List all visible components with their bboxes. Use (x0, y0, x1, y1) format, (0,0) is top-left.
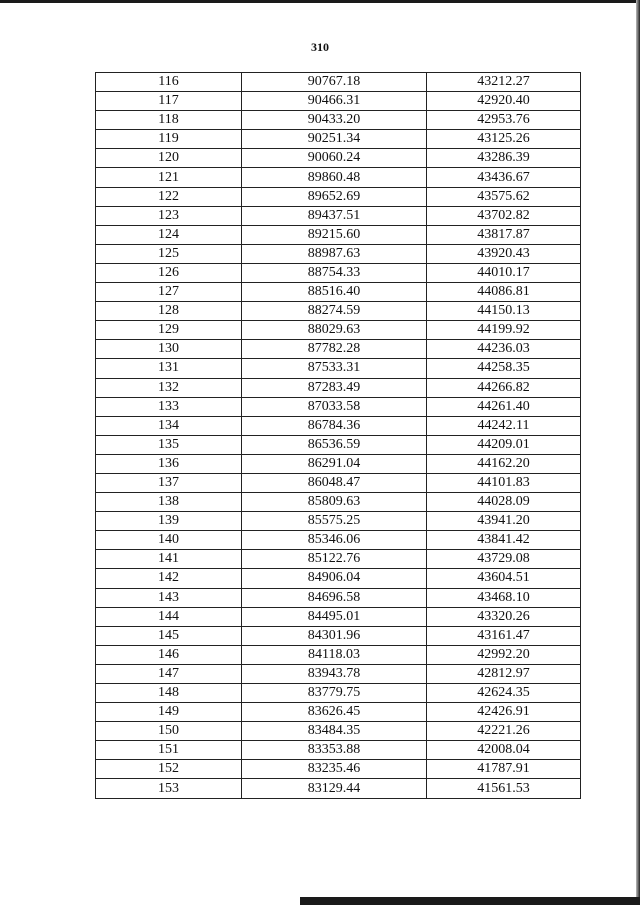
value-a-cell: 83353.88 (242, 741, 427, 760)
value-b-cell: 43161.47 (427, 626, 581, 645)
row-number-cell: 141 (96, 550, 242, 569)
table-row (96, 244, 581, 263)
table-row (96, 283, 581, 302)
table-row (96, 703, 581, 722)
row-number-cell: 137 (96, 473, 242, 492)
value-a-cell: 87533.31 (242, 359, 427, 378)
row-number-cell: 147 (96, 664, 242, 683)
value-b-cell: 44028.09 (427, 493, 581, 512)
value-b-cell: 44150.13 (427, 302, 581, 321)
value-a-cell: 86536.59 (242, 435, 427, 454)
row-number-cell: 140 (96, 531, 242, 550)
row-number-cell: 124 (96, 225, 242, 244)
table-row (96, 435, 581, 454)
table-row (96, 779, 581, 798)
value-b-cell: 44242.11 (427, 416, 581, 435)
scan-edge-top (0, 0, 640, 3)
table-row (96, 569, 581, 588)
value-b-cell: 42008.04 (427, 741, 581, 760)
value-a-cell: 84118.03 (242, 645, 427, 664)
row-number-cell: 142 (96, 569, 242, 588)
row-number-cell: 148 (96, 684, 242, 703)
table-row (96, 130, 581, 149)
table-row (96, 149, 581, 168)
value-b-cell: 43604.51 (427, 569, 581, 588)
value-a-cell: 83779.75 (242, 684, 427, 703)
value-a-cell: 87283.49 (242, 378, 427, 397)
table-row (96, 741, 581, 760)
row-number-cell: 125 (96, 244, 242, 263)
table-row (96, 111, 581, 130)
value-b-cell: 44236.03 (427, 340, 581, 359)
table-row (96, 206, 581, 225)
row-number-cell: 129 (96, 321, 242, 340)
value-b-cell: 44086.81 (427, 283, 581, 302)
row-number-cell: 153 (96, 779, 242, 798)
value-a-cell: 83943.78 (242, 664, 427, 683)
value-a-cell: 88987.63 (242, 244, 427, 263)
row-number-cell: 152 (96, 760, 242, 779)
table-row (96, 664, 581, 683)
table-row (96, 73, 581, 92)
row-number-cell: 145 (96, 626, 242, 645)
row-number-cell: 117 (96, 92, 242, 111)
table-row (96, 454, 581, 473)
row-number-cell: 138 (96, 493, 242, 512)
row-number-cell: 122 (96, 187, 242, 206)
value-a-cell: 89860.48 (242, 168, 427, 187)
value-b-cell: 43817.87 (427, 225, 581, 244)
row-number-cell: 139 (96, 512, 242, 531)
value-b-cell: 44101.83 (427, 473, 581, 492)
row-number-cell: 133 (96, 397, 242, 416)
value-a-cell: 83235.46 (242, 760, 427, 779)
value-a-cell: 83626.45 (242, 703, 427, 722)
value-a-cell: 84301.96 (242, 626, 427, 645)
value-b-cell: 44209.01 (427, 435, 581, 454)
value-a-cell: 86048.47 (242, 473, 427, 492)
value-a-cell: 89652.69 (242, 187, 427, 206)
value-b-cell: 43702.82 (427, 206, 581, 225)
value-b-cell: 42920.40 (427, 92, 581, 111)
value-a-cell: 88274.59 (242, 302, 427, 321)
value-a-cell: 84696.58 (242, 588, 427, 607)
value-b-cell: 43729.08 (427, 550, 581, 569)
value-b-cell: 42221.26 (427, 722, 581, 741)
data-table-container (95, 72, 580, 799)
table-row (96, 416, 581, 435)
value-b-cell: 42812.97 (427, 664, 581, 683)
value-b-cell: 43841.42 (427, 531, 581, 550)
value-b-cell: 44261.40 (427, 397, 581, 416)
row-number-cell: 121 (96, 168, 242, 187)
row-number-cell: 143 (96, 588, 242, 607)
row-number-cell: 120 (96, 149, 242, 168)
table-row (96, 225, 581, 244)
table-row (96, 321, 581, 340)
table-row (96, 684, 581, 703)
value-b-cell: 41561.53 (427, 779, 581, 798)
value-b-cell: 43320.26 (427, 607, 581, 626)
value-a-cell: 89437.51 (242, 206, 427, 225)
value-a-cell: 90767.18 (242, 73, 427, 92)
row-number-cell: 127 (96, 283, 242, 302)
value-a-cell: 85122.76 (242, 550, 427, 569)
table-row (96, 359, 581, 378)
row-number-cell: 128 (96, 302, 242, 321)
table-row (96, 531, 581, 550)
table-row (96, 397, 581, 416)
row-number-cell: 132 (96, 378, 242, 397)
value-a-cell: 86291.04 (242, 454, 427, 473)
value-a-cell: 85346.06 (242, 531, 427, 550)
row-number-cell: 116 (96, 73, 242, 92)
value-a-cell: 84906.04 (242, 569, 427, 588)
value-b-cell: 43941.20 (427, 512, 581, 531)
value-b-cell: 41787.91 (427, 760, 581, 779)
table-row (96, 760, 581, 779)
row-number-cell: 150 (96, 722, 242, 741)
value-b-cell: 43575.62 (427, 187, 581, 206)
value-a-cell: 88516.40 (242, 283, 427, 302)
table-row (96, 378, 581, 397)
value-b-cell: 44162.20 (427, 454, 581, 473)
value-a-cell: 90433.20 (242, 111, 427, 130)
table-row (96, 512, 581, 531)
scan-edge-right (636, 0, 640, 905)
row-number-cell: 119 (96, 130, 242, 149)
page-number: 310 (311, 40, 329, 54)
value-a-cell: 86784.36 (242, 416, 427, 435)
table-row (96, 607, 581, 626)
value-b-cell: 44010.17 (427, 263, 581, 282)
value-a-cell: 88029.63 (242, 321, 427, 340)
table-row (96, 493, 581, 512)
value-b-cell: 42992.20 (427, 645, 581, 664)
value-b-cell: 44258.35 (427, 359, 581, 378)
row-number-cell: 134 (96, 416, 242, 435)
value-b-cell: 43436.67 (427, 168, 581, 187)
table-row (96, 722, 581, 741)
table-row (96, 340, 581, 359)
value-a-cell: 90060.24 (242, 149, 427, 168)
table-row (96, 263, 581, 282)
row-number-cell: 149 (96, 703, 242, 722)
table-row (96, 187, 581, 206)
value-b-cell: 42426.91 (427, 703, 581, 722)
table-row (96, 92, 581, 111)
value-b-cell: 43125.26 (427, 130, 581, 149)
data-table (95, 72, 581, 799)
row-number-cell: 131 (96, 359, 242, 378)
row-number-cell: 146 (96, 645, 242, 664)
value-a-cell: 90251.34 (242, 130, 427, 149)
table-row (96, 168, 581, 187)
row-number-cell: 144 (96, 607, 242, 626)
value-a-cell: 87782.28 (242, 340, 427, 359)
value-b-cell: 44199.92 (427, 321, 581, 340)
value-b-cell: 43286.39 (427, 149, 581, 168)
table-row (96, 626, 581, 645)
table-row (96, 588, 581, 607)
row-number-cell: 130 (96, 340, 242, 359)
scan-edge-bottom (300, 897, 640, 905)
value-a-cell: 84495.01 (242, 607, 427, 626)
value-a-cell: 83484.35 (242, 722, 427, 741)
value-a-cell: 85809.63 (242, 493, 427, 512)
value-b-cell: 43212.27 (427, 73, 581, 92)
value-b-cell: 42953.76 (427, 111, 581, 130)
value-a-cell: 87033.58 (242, 397, 427, 416)
value-b-cell: 44266.82 (427, 378, 581, 397)
value-b-cell: 43468.10 (427, 588, 581, 607)
value-a-cell: 83129.44 (242, 779, 427, 798)
row-number-cell: 136 (96, 454, 242, 473)
value-b-cell: 42624.35 (427, 684, 581, 703)
value-a-cell: 90466.31 (242, 92, 427, 111)
row-number-cell: 118 (96, 111, 242, 130)
table-row (96, 302, 581, 321)
row-number-cell: 123 (96, 206, 242, 225)
row-number-cell: 151 (96, 741, 242, 760)
value-a-cell: 89215.60 (242, 225, 427, 244)
table-row (96, 645, 581, 664)
value-a-cell: 88754.33 (242, 263, 427, 282)
table-body (96, 73, 581, 799)
row-number-cell: 135 (96, 435, 242, 454)
table-row (96, 473, 581, 492)
value-a-cell: 85575.25 (242, 512, 427, 531)
row-number-cell: 126 (96, 263, 242, 282)
table-row (96, 550, 581, 569)
value-b-cell: 43920.43 (427, 244, 581, 263)
